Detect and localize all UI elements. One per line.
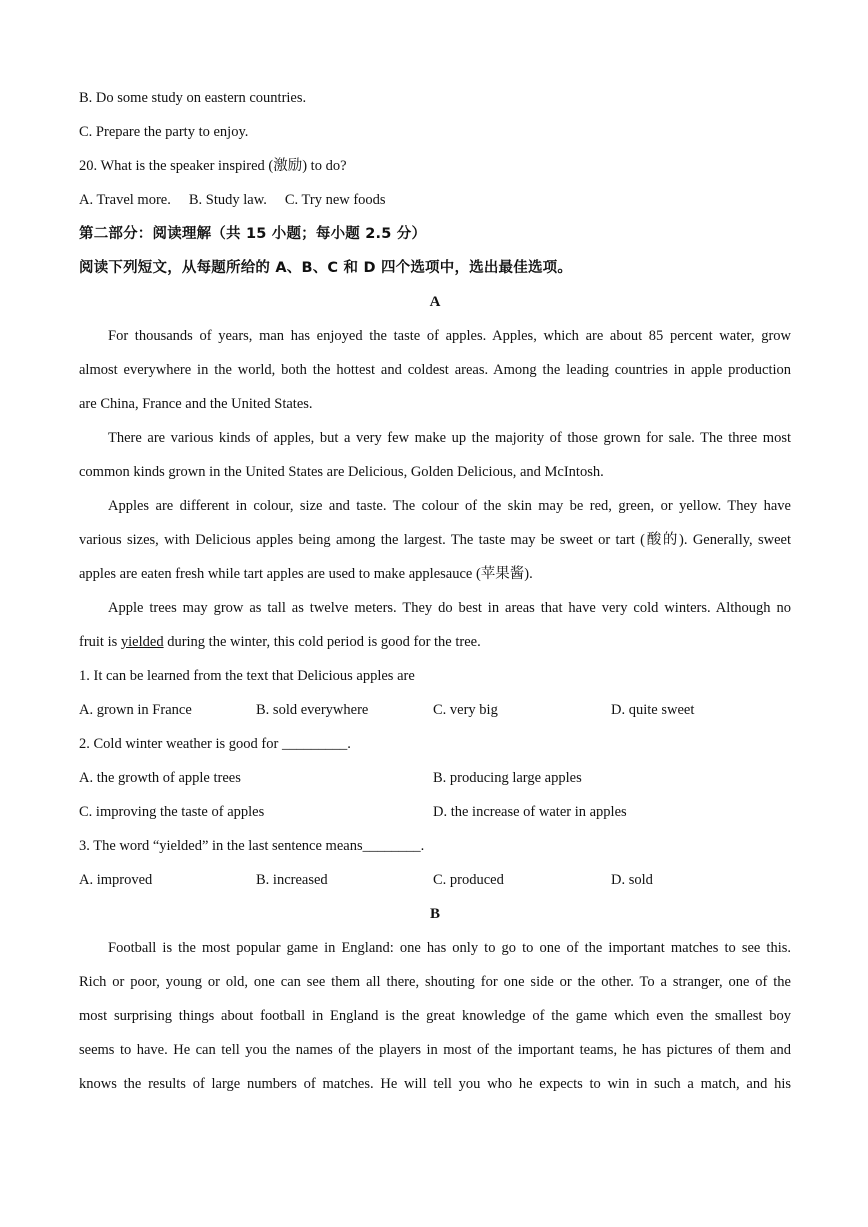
q1-option-b: B. sold everywhere — [256, 702, 369, 718]
passage-a-line: Apples are different in colour, size and taste. The colour of the skin may be red, green, or yellow. They have — [108, 498, 791, 514]
question-20: 20. What is the speaker inspired (激励) to do? — [79, 158, 347, 174]
passage-a-line: almost everywhere in the world, both the hottest and coldest areas. Among the leading countries in apple production — [79, 362, 791, 378]
passage-b-line: Rich or poor, young or old, one can see them all there, shouting for one side or the other. To a stranger, one of the — [79, 974, 791, 990]
q20-option-b: B. Study law. — [188, 192, 267, 208]
underlined-word-yielded: yielded — [120, 634, 164, 650]
q20-option-a: A. Travel more. — [79, 192, 171, 208]
q1-option-d: D. quite sweet — [611, 702, 695, 718]
q2-option-c: C. improving the taste of apples — [79, 804, 265, 820]
passage-a-line: are China, France and the United States. — [79, 396, 313, 412]
prev-option-b: B. Do some study on eastern countries. — [79, 90, 307, 106]
question-3: 3. The word “yielded” in the last sentence means________. — [79, 838, 425, 854]
q3-option-b: B. increased — [256, 872, 328, 888]
q2-option-b: B. producing large apples — [433, 770, 582, 786]
question-2-options-row1 — [79, 764, 791, 798]
q3-option-d: D. sold — [611, 872, 653, 888]
passage-a-last-line — [79, 628, 791, 662]
question-1: 1. It can be learned from the text that Delicious apples are — [79, 668, 415, 684]
passage-b-line: most surprising things about football in England is the great knowledge of the game which even the smallest boy — [79, 1008, 791, 1024]
q1-option-c: C. very big — [433, 702, 498, 718]
q2-option-a: A. the growth of apple trees — [79, 770, 241, 786]
section-instruction: 阅读下列短文，从每题所给的 A、B、C 和 D 四个选项中，选出最佳选项。 — [79, 260, 573, 276]
passage-b-line: knows the results of large numbers of matches. He will tell you who he expects to win in such a match, and his — [79, 1076, 791, 1092]
last-line-post: during the winter, this cold period is good for the tree. — [163, 634, 481, 650]
passage-b-line: seems to have. He can tell you the names of the players in most of the important teams, he has pictures of them and — [79, 1042, 791, 1058]
q2-option-d: D. the increase of water in apples — [433, 804, 627, 820]
q3-option-a: A. improved — [79, 872, 153, 888]
passage-b-heading: B — [429, 906, 440, 922]
question-20-options — [79, 186, 791, 220]
q3-option-c: C. produced — [433, 872, 504, 888]
question-2: 2. Cold winter weather is good for _________. — [79, 736, 351, 752]
prev-option-c: C. Prepare the party to enjoy. — [79, 124, 249, 140]
passage-a-heading: A — [429, 294, 441, 310]
last-line-pre: fruit is — [79, 634, 121, 650]
passage-a-line: various sizes, with Delicious apples being among the largest. The taste may be sweet or tart (酸的). Generally, sweet — [79, 532, 791, 548]
q20-option-c: C. Try new foods — [284, 192, 386, 208]
passage-a-line: There are various kinds of apples, but a very few make up the majority of those grown for sale. The three most — [108, 430, 791, 446]
passage-b-line: Football is the most popular game in England: one has only to go to one of the important matches to see this. — [108, 940, 791, 956]
passage-a-line: Apple trees may grow as tall as twelve meters. They do best in areas that have very cold winters. Although no — [108, 600, 791, 616]
q1-option-a: A. grown in France — [79, 702, 192, 718]
exam-page — [79, 84, 791, 1104]
passage-a-line: common kinds grown in the United States are Delicious, Golden Delicious, and McIntosh. — [79, 464, 604, 480]
section-title: 第二部分：阅读理解（共 15 小题；每小题 2.5 分） — [79, 226, 427, 242]
passage-a-line: apples are eaten fresh while tart apples are used to make applesauce (苹果酱). — [79, 566, 533, 582]
question-2-options-row2 — [79, 798, 791, 832]
question-1-options — [79, 696, 791, 730]
passage-a-line: For thousands of years, man has enjoyed the taste of apples. Apples, which are about 85 percent water, grow — [108, 328, 791, 344]
question-3-options — [79, 866, 791, 900]
